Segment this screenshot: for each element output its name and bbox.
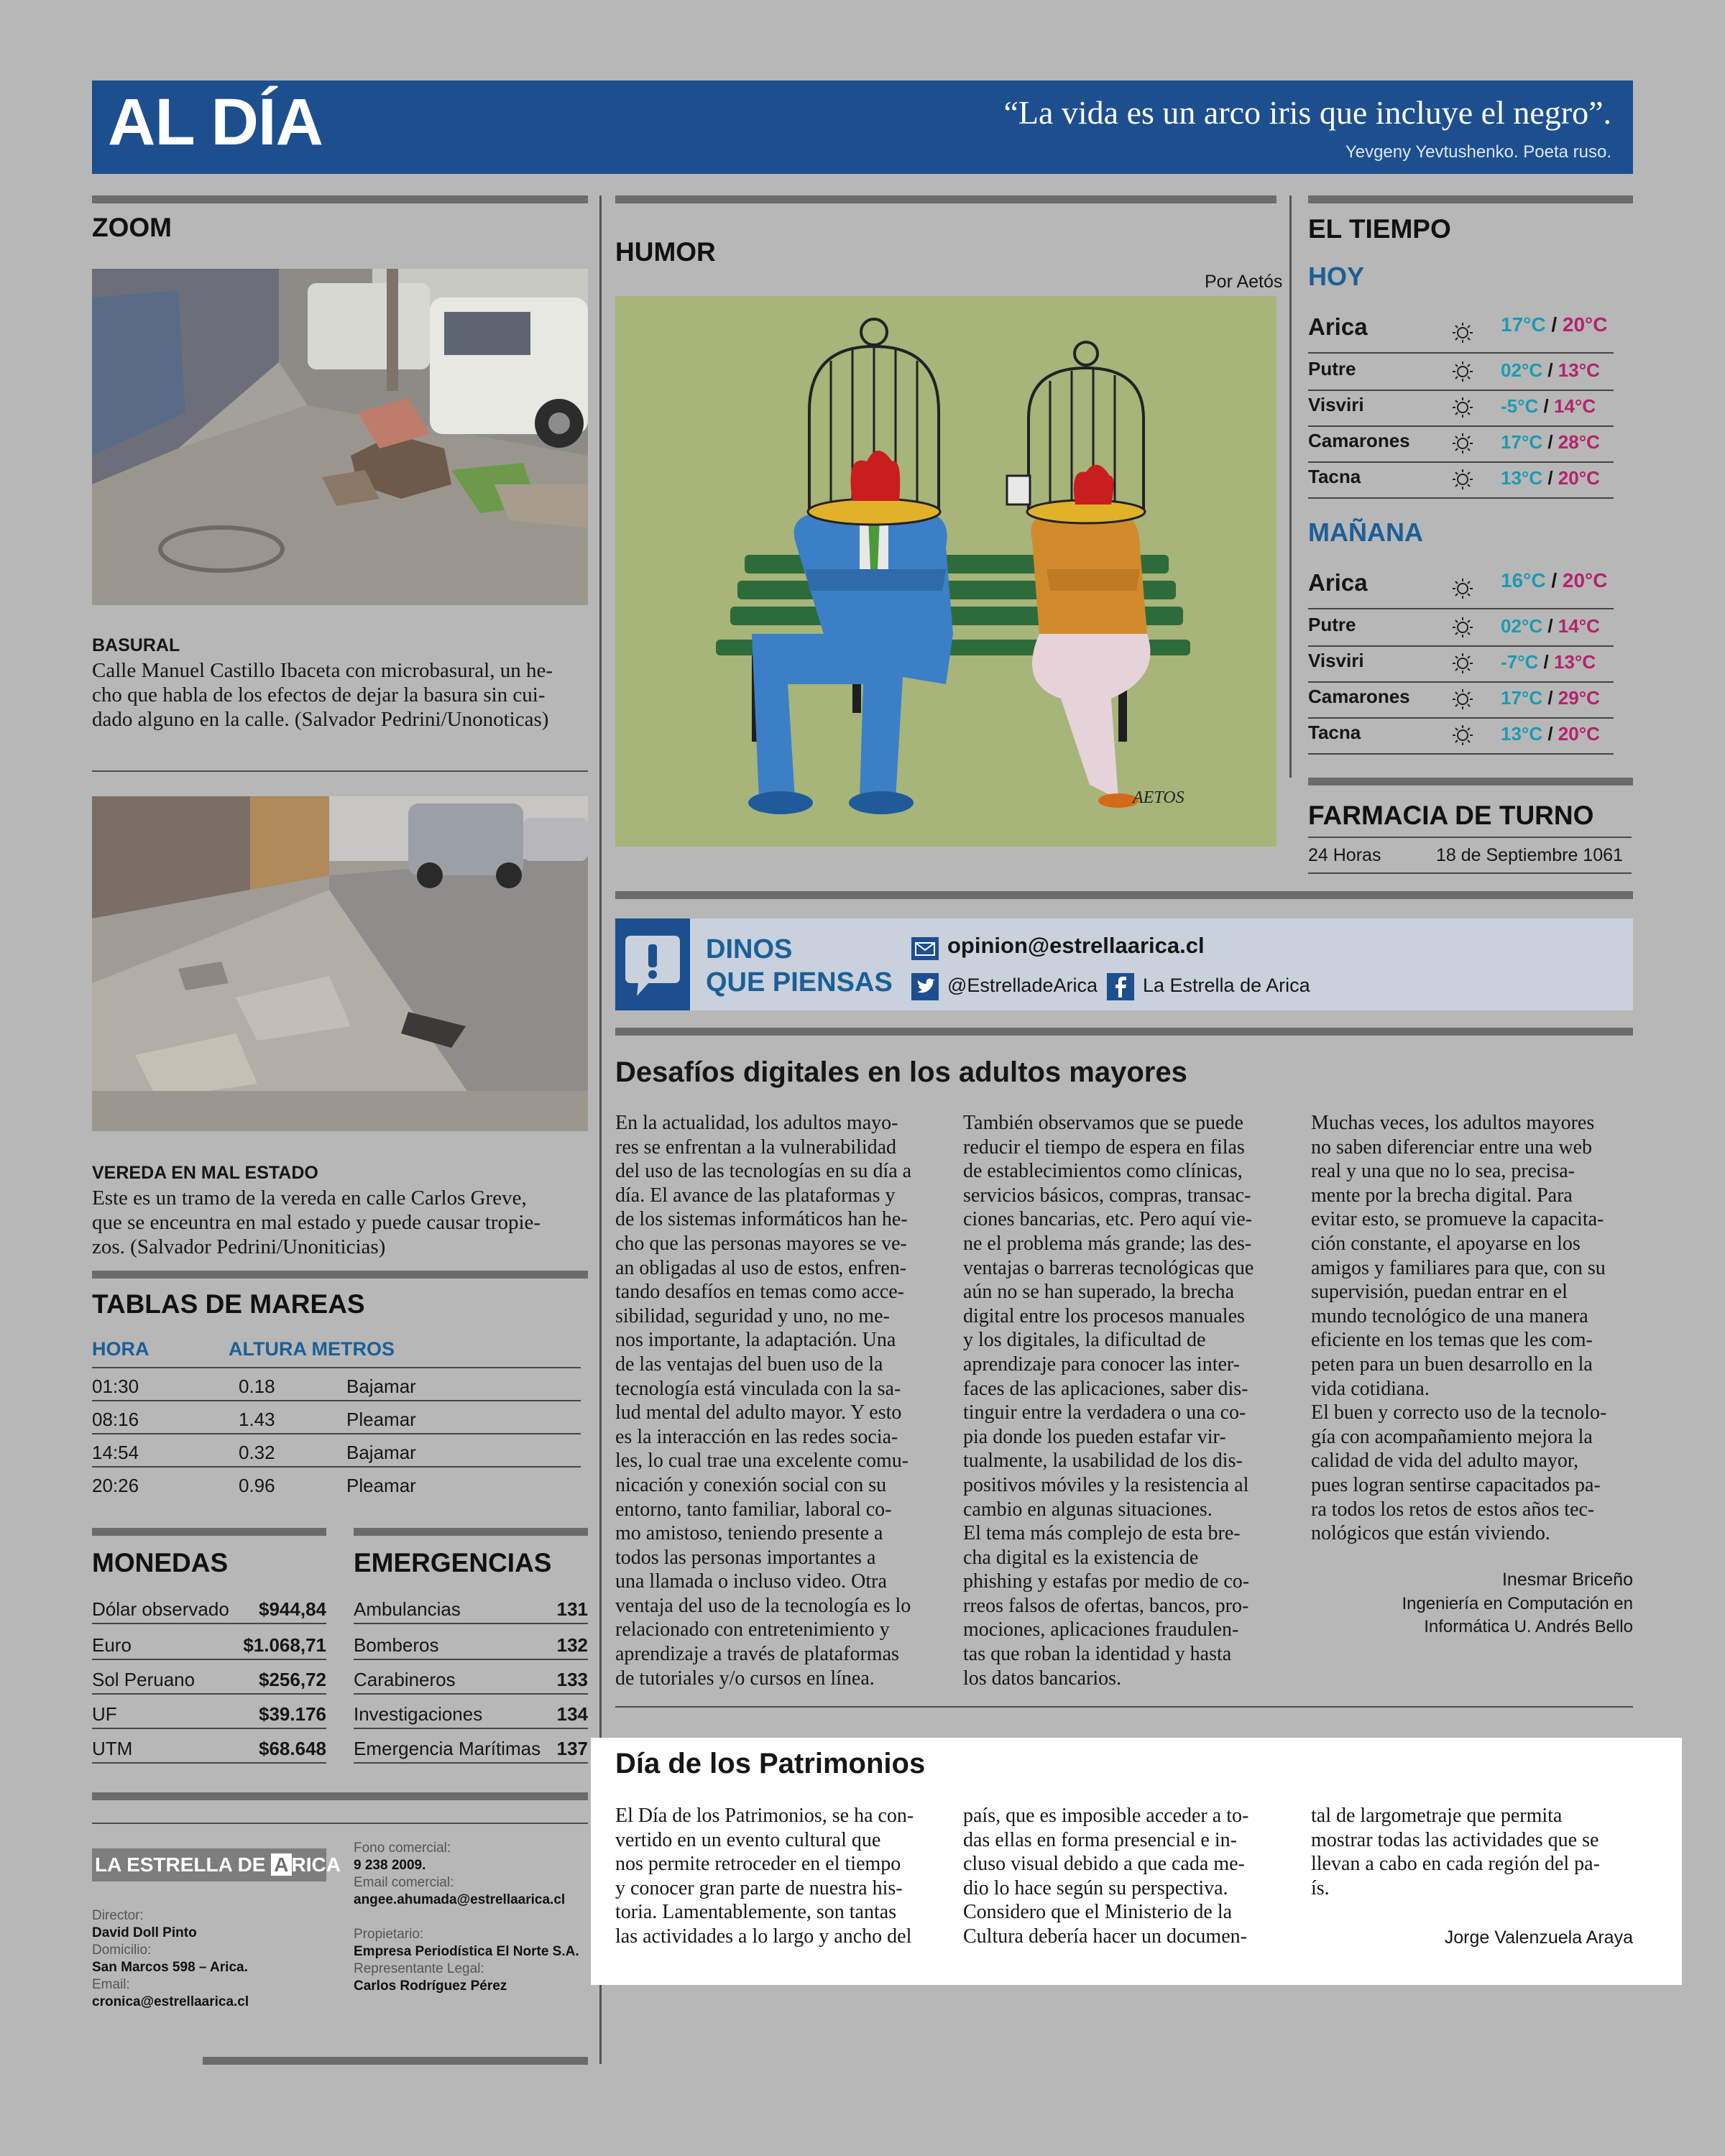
- table-row: [92, 1696, 326, 1729]
- weather-temp: [1501, 569, 1607, 592]
- temp-max: 14°C: [1558, 615, 1600, 637]
- emergency-name: Emergencia Marítimas: [354, 1738, 541, 1759]
- section-header: [92, 80, 1633, 174]
- table-row: [354, 1627, 588, 1660]
- rule: [1308, 778, 1633, 786]
- emergencies-title: EMERGENCIAS: [354, 1548, 552, 1577]
- emergency-number: 134: [556, 1703, 588, 1725]
- email-link[interactable]: opinion@estrellaarica.cl: [947, 933, 1205, 958]
- partly-sunny-icon: [1452, 322, 1473, 344]
- tide-time: 01:30: [92, 1376, 139, 1397]
- email-comercial-link[interactable]: angee.ahumada@estrellaarica.cl: [354, 1892, 566, 1907]
- emergency-number: 137: [556, 1738, 588, 1759]
- cartoon-credit: Por Aetós: [1205, 272, 1283, 292]
- rule: [92, 1823, 588, 1824]
- rule: [615, 1028, 1633, 1036]
- table-row: [354, 1591, 588, 1624]
- letter-column: tal de largometraje que permita mostrar todas las actividades que se llevan a cabo en cada región del pa- ís.: [1311, 1805, 1600, 1899]
- table-row: [92, 1662, 326, 1695]
- currency-name: Euro: [92, 1634, 132, 1656]
- director-name: David Doll Pinto: [92, 1925, 197, 1940]
- banner-line2: QUE PIENSAS: [706, 967, 893, 998]
- tide-height: 0.18: [239, 1376, 275, 1397]
- letter-author: Jorge Valenzuela Araya: [1444, 1927, 1633, 1948]
- emergency-number: 132: [556, 1634, 588, 1656]
- newspaper-logo: [92, 1848, 341, 1881]
- temp-min: 17°C: [1501, 313, 1546, 336]
- weather-row: [1308, 355, 1614, 391]
- currency-value: $944,84: [259, 1598, 326, 1620]
- tide-type: Bajamar: [346, 1376, 416, 1397]
- partly-sunny-icon: [1452, 578, 1473, 599]
- rule: [92, 1792, 588, 1800]
- logo-text: A: [271, 1853, 291, 1876]
- weather-row: [1308, 391, 1614, 427]
- article-column: En la actualidad, los adultos mayo- res se enfrentan a la vulnerabilidad del uso de las tecnologías en su día a día. El avance de las plataformas y de los sistemas informáticos han he- cho que las personas mayores se ve- an obligadas al uso de estos, enfren- tando desafíos en temas como acce- sibilidad, seguridad y uno, no me- nos importante, la adaptación. Una de las ventajas del buen uso de la tecnología está vinculada con la sa- lud mental del adulto mayor. Y esto es la interacción en las redes socia- les, lo cual trae una excelente comu- nicación y conexión social con su entorno, tanto familiar, laboral co- mo amistoso, teniendo presente a todos las personas importantes a una llamada o incluso video. Otra ventaja del uso de la tecnología es lo relacionado con entretenimiento y aprendizaje a través de plataformas de tutoriales y/o cursos en línea.: [615, 1112, 912, 1690]
- weather-city: Camarones: [1308, 686, 1410, 707]
- photo-vereda: [92, 796, 588, 1131]
- temp-max: 28°C: [1558, 431, 1600, 453]
- weather-row: [1308, 427, 1614, 463]
- rule: [1308, 837, 1632, 838]
- tide-type: Pleamar: [346, 1475, 416, 1496]
- table-row: [354, 1696, 588, 1729]
- temp-separator: /: [1543, 395, 1549, 417]
- currency-name: Dólar observado: [92, 1598, 229, 1620]
- fono-label: Fono comercial:: [354, 1841, 451, 1856]
- weather-today-label: HOY: [1308, 262, 1365, 291]
- temp-max: 29°C: [1558, 687, 1600, 709]
- temp-separator: /: [1551, 569, 1558, 591]
- weather-temp: [1501, 359, 1600, 382]
- weather-temp: [1501, 431, 1600, 453]
- temp-separator: /: [1547, 687, 1553, 709]
- author-role: Ingeniería en Computación en: [1402, 1594, 1633, 1613]
- sun-icon: [1452, 397, 1473, 418]
- tide-time: 20:26: [92, 1475, 139, 1496]
- rule: [354, 1528, 588, 1536]
- weather-temp: [1501, 395, 1596, 418]
- sun-icon: [1452, 724, 1473, 746]
- temp-min: -5°C: [1501, 395, 1539, 417]
- temp-min: 17°C: [1501, 431, 1543, 453]
- weather-city: Putre: [1308, 614, 1356, 635]
- fono: 9 238 2009.: [354, 1858, 426, 1873]
- rule: [1308, 872, 1632, 874]
- weather-temp: [1501, 651, 1596, 673]
- tides-col-altura: ALTURA METROS: [229, 1338, 395, 1360]
- quote-author: Yevgeny Yevtushenko. Poeta ruso.: [1345, 142, 1611, 162]
- caption-text: Este es un tramo de la vereda en calle Carlos Greve, que se enceuntra en mal estado y puede causar tropie- zos. (Salvador Pedrini/Unoniticias): [92, 1187, 541, 1258]
- weather-city: Visviri: [1308, 394, 1364, 415]
- currency-name: Sol Peruano: [92, 1669, 196, 1690]
- emergency-name: Ambulancias: [354, 1598, 461, 1620]
- weather-row: [1308, 719, 1614, 755]
- temp-max: 20°C: [1558, 723, 1600, 745]
- emergency-name: Bomberos: [354, 1634, 439, 1656]
- temp-separator: /: [1547, 359, 1553, 381]
- weather-row: [1308, 463, 1614, 499]
- temp-separator: /: [1551, 313, 1558, 336]
- weather-row: [1308, 310, 1614, 354]
- weather-title: EL TIEMPO: [1308, 214, 1451, 244]
- twitter-icon: [911, 973, 939, 1000]
- director-label: Director:: [92, 1908, 144, 1923]
- temp-min: 13°C: [1501, 467, 1543, 489]
- emergency-number: 131: [556, 1598, 588, 1620]
- pharmacy-title: FARMACIA DE TURNO: [1308, 801, 1594, 830]
- email-label: Email:: [92, 1977, 130, 1992]
- facebook-icon: [1107, 973, 1134, 1000]
- weather-row: [1308, 683, 1614, 719]
- section-title: AL DÍA: [108, 86, 323, 159]
- representante: Carlos Rodríguez Pérez: [354, 1978, 507, 1994]
- emergency-number: 133: [556, 1669, 588, 1690]
- tide-height: 0.96: [239, 1475, 275, 1496]
- temp-separator: /: [1547, 723, 1553, 745]
- caption-title: BASURAL: [92, 635, 180, 655]
- tides-col-hora: HORA: [92, 1338, 150, 1360]
- humor-title: HUMOR: [615, 237, 716, 267]
- table-row: [354, 1731, 588, 1764]
- weather-temp: [1501, 723, 1600, 745]
- sun-icon: [1452, 617, 1473, 638]
- rule: [92, 1271, 588, 1279]
- table-row: [92, 1434, 581, 1468]
- currency-name: UF: [92, 1703, 117, 1725]
- letter-title: Día de los Patrimonios: [615, 1748, 926, 1779]
- currency-value: $39.176: [259, 1703, 326, 1725]
- weather-city: Arica: [1308, 313, 1368, 340]
- rule: [203, 2057, 588, 2065]
- masthead-left: [92, 1907, 249, 2011]
- cartoon: [615, 296, 1276, 847]
- tide-height: 0.32: [239, 1442, 275, 1463]
- article-title: Desafíos digitales en los adultos mayores: [615, 1056, 1187, 1088]
- weather-city: Camarones: [1308, 430, 1410, 451]
- masthead-right: [354, 1840, 579, 1995]
- weather-city: Arica: [1308, 569, 1368, 596]
- caption-text: Calle Manuel Castillo Ibaceta con microbasural, un he- cho que habla de los efectos de dejar la basura sin cui- dado alguno en la calle. (Salvador Pedrini/Unonoticas): [92, 659, 553, 731]
- weather-temp: [1501, 615, 1600, 637]
- temp-min: 13°C: [1501, 723, 1543, 745]
- table-row: [92, 1468, 581, 1499]
- temp-separator: /: [1547, 615, 1553, 637]
- propietario: Empresa Periodística El Norte S.A.: [354, 1944, 579, 1959]
- rule: [92, 770, 588, 772]
- temp-min: 17°C: [1501, 687, 1543, 709]
- banner-line1: DINOS: [706, 934, 793, 964]
- temp-max: 20°C: [1562, 569, 1608, 591]
- currency-value: $1.068,71: [243, 1634, 326, 1656]
- rule: [1308, 195, 1633, 203]
- weather-temp: [1501, 687, 1600, 709]
- column-divider: [1289, 195, 1292, 778]
- temp-min: 02°C: [1501, 359, 1543, 381]
- weather-city: Tacna: [1308, 722, 1361, 743]
- domicilio: San Marcos 598 – Arica.: [92, 1960, 248, 1975]
- sun-icon: [1452, 653, 1473, 674]
- tide-type: Bajamar: [346, 1442, 416, 1463]
- letter-column: país, que es imposible acceder a to- das ellas en forma presencial e in- cluso visual debido a que cada me- dio lo hace según su perspectiva. Considero que el Ministerio de la Cultura debería hacer un documen-: [963, 1805, 1249, 1948]
- caption-title: VEREDA EN MAL ESTADO: [92, 1163, 318, 1183]
- tide-time: 08:16: [92, 1409, 139, 1430]
- rule: [615, 891, 1633, 899]
- twitter-link[interactable]: @EstrelladeArica: [947, 975, 1098, 996]
- tides-title: TABLAS DE MAREAS: [92, 1289, 365, 1319]
- logo-text: RICA: [291, 1853, 341, 1876]
- weather-row: [1308, 566, 1614, 609]
- rule: [92, 195, 588, 203]
- temp-min: -7°C: [1501, 651, 1539, 673]
- zoom-title: ZOOM: [92, 213, 172, 242]
- rule: [615, 195, 1276, 203]
- temp-min: 02°C: [1501, 615, 1543, 637]
- temp-max: 13°C: [1554, 651, 1596, 673]
- table-row: [92, 1368, 581, 1401]
- representante-label: Representante Legal:: [354, 1961, 484, 1976]
- email-comercial-label: Email comercial:: [354, 1875, 454, 1890]
- table-row: [92, 1627, 326, 1660]
- emergency-name: Investigaciones: [354, 1703, 483, 1725]
- table-row: [354, 1662, 588, 1695]
- temp-separator: /: [1547, 431, 1553, 453]
- weather-city: Putre: [1308, 358, 1356, 379]
- email-link[interactable]: cronica@estrellaarica.cl: [92, 1994, 249, 2009]
- temp-max: 14°C: [1554, 395, 1596, 417]
- temp-separator: /: [1547, 467, 1553, 489]
- temp-max: 20°C: [1562, 313, 1608, 336]
- rule: [615, 1706, 1633, 1708]
- table-row: [92, 1591, 326, 1624]
- contact-banner: [615, 918, 1633, 1010]
- temp-max: 20°C: [1558, 467, 1600, 489]
- facebook-link[interactable]: La Estrella de Arica: [1143, 975, 1310, 996]
- article-column: Muchas veces, los adultos mayores no saben diferenciar entre una web real y una que no lo sea, precisa- mente por la brecha digital. Para evitar esto, se promueve la capacita- ción constante, el apoyarse en los amigos y familiares para que, con su supervisión, puedan entrar en el mundo tecnológico de una manera eficiente en los temas que les com- peten para un buen desarrollo en la vida cotidiana. El buen y correcto uso de la tecnolo- gía con acompañamiento mejora la calidad de vida del adulto mayor, pues logran sentirse capacitados pa- ra todos los retos de estos años tec- nológicos que están viviendo.: [1311, 1112, 1607, 1545]
- speech-exclamation-icon: [615, 918, 690, 1010]
- sun-icon: [1452, 361, 1473, 382]
- emergency-name: Carabineros: [354, 1669, 456, 1690]
- weather-tomorrow-label: MAÑANA: [1308, 517, 1423, 547]
- weather-city: Visviri: [1308, 650, 1364, 671]
- article-author: Inesmar Briceño: [1501, 1570, 1633, 1590]
- temp-separator: /: [1543, 651, 1549, 673]
- header-quote: “La vida es un arco iris que incluye el negro”.: [1003, 94, 1611, 131]
- weather-row: [1308, 647, 1614, 683]
- temp-min: 16°C: [1501, 569, 1546, 591]
- tide-time: 14:54: [92, 1442, 139, 1463]
- weather-city: Tacna: [1308, 466, 1361, 487]
- partly-sunny-icon: [1452, 469, 1473, 490]
- table-row: [92, 1401, 581, 1434]
- currency-value: $256,72: [259, 1669, 326, 1690]
- currency-name: UTM: [92, 1738, 133, 1759]
- pharmacy-address: 18 de Septiembre 1061: [1436, 845, 1623, 865]
- rule: [92, 1528, 326, 1536]
- article-column: También observamos que se puede reducir el tiempo de espera en filas de establecimientos como clínicas, servicios básicos, compras, transac- ciones bancarias, etc. Pero aquí vie- ne el problema más grande; las des- ventajas o barreras tecnológicas que aún no se han superado, la brecha digital entre los procesos manuales y los digitales, la dificultad de aprendizaje para conocer las inter- faces de las aplicaciones, saber dis- tinguir entre la verdadera o una co- pia donde los pueden estafar vir- tualmente, la usabilidad de los dis- positivos móviles y la resistencia al cambio en algunas situaciones. El tema más complejo de esta bre- cha digital es la existencia de phishing y estafas por medio de co- rreos falsos de ofertas, bancos, pro- mociones, aplicaciones fraudulen- tas que roban la identidad y hasta los datos bancarios.: [963, 1112, 1254, 1690]
- tide-type: Pleamar: [346, 1409, 416, 1430]
- propietario-label: Propietario:: [354, 1927, 424, 1942]
- mail-icon: [911, 937, 939, 960]
- table-row: [92, 1731, 326, 1764]
- currency-value: $68.648: [259, 1738, 326, 1759]
- pharmacy-hours: 24 Horas: [1308, 845, 1381, 865]
- letter-column: El Día de los Patrimonios, se ha con- vertido en un evento cultural que nos permite retroceder en el tiempo y conocer gran parte de nuestra his- toria. Lamentablemente, son tantas las actividades a lo largo y ancho del: [615, 1805, 914, 1948]
- photo-basural: [92, 269, 588, 605]
- currencies-title: MONEDAS: [92, 1548, 229, 1577]
- logo-text: LA ESTRELLA DE: [95, 1853, 272, 1876]
- weather-temp: [1501, 313, 1607, 336]
- domicilio-label: Domicilio:: [92, 1943, 152, 1958]
- sun-icon: [1452, 688, 1473, 710]
- weather-row: [1308, 611, 1614, 647]
- author-role: Informática U. Andrés Bello: [1424, 1617, 1633, 1636]
- weather-temp: [1501, 467, 1600, 489]
- temp-max: 13°C: [1558, 359, 1600, 381]
- sun-icon: [1452, 433, 1473, 454]
- tide-height: 1.43: [239, 1409, 275, 1430]
- cartoon-signature: AETOS: [1133, 788, 1184, 807]
